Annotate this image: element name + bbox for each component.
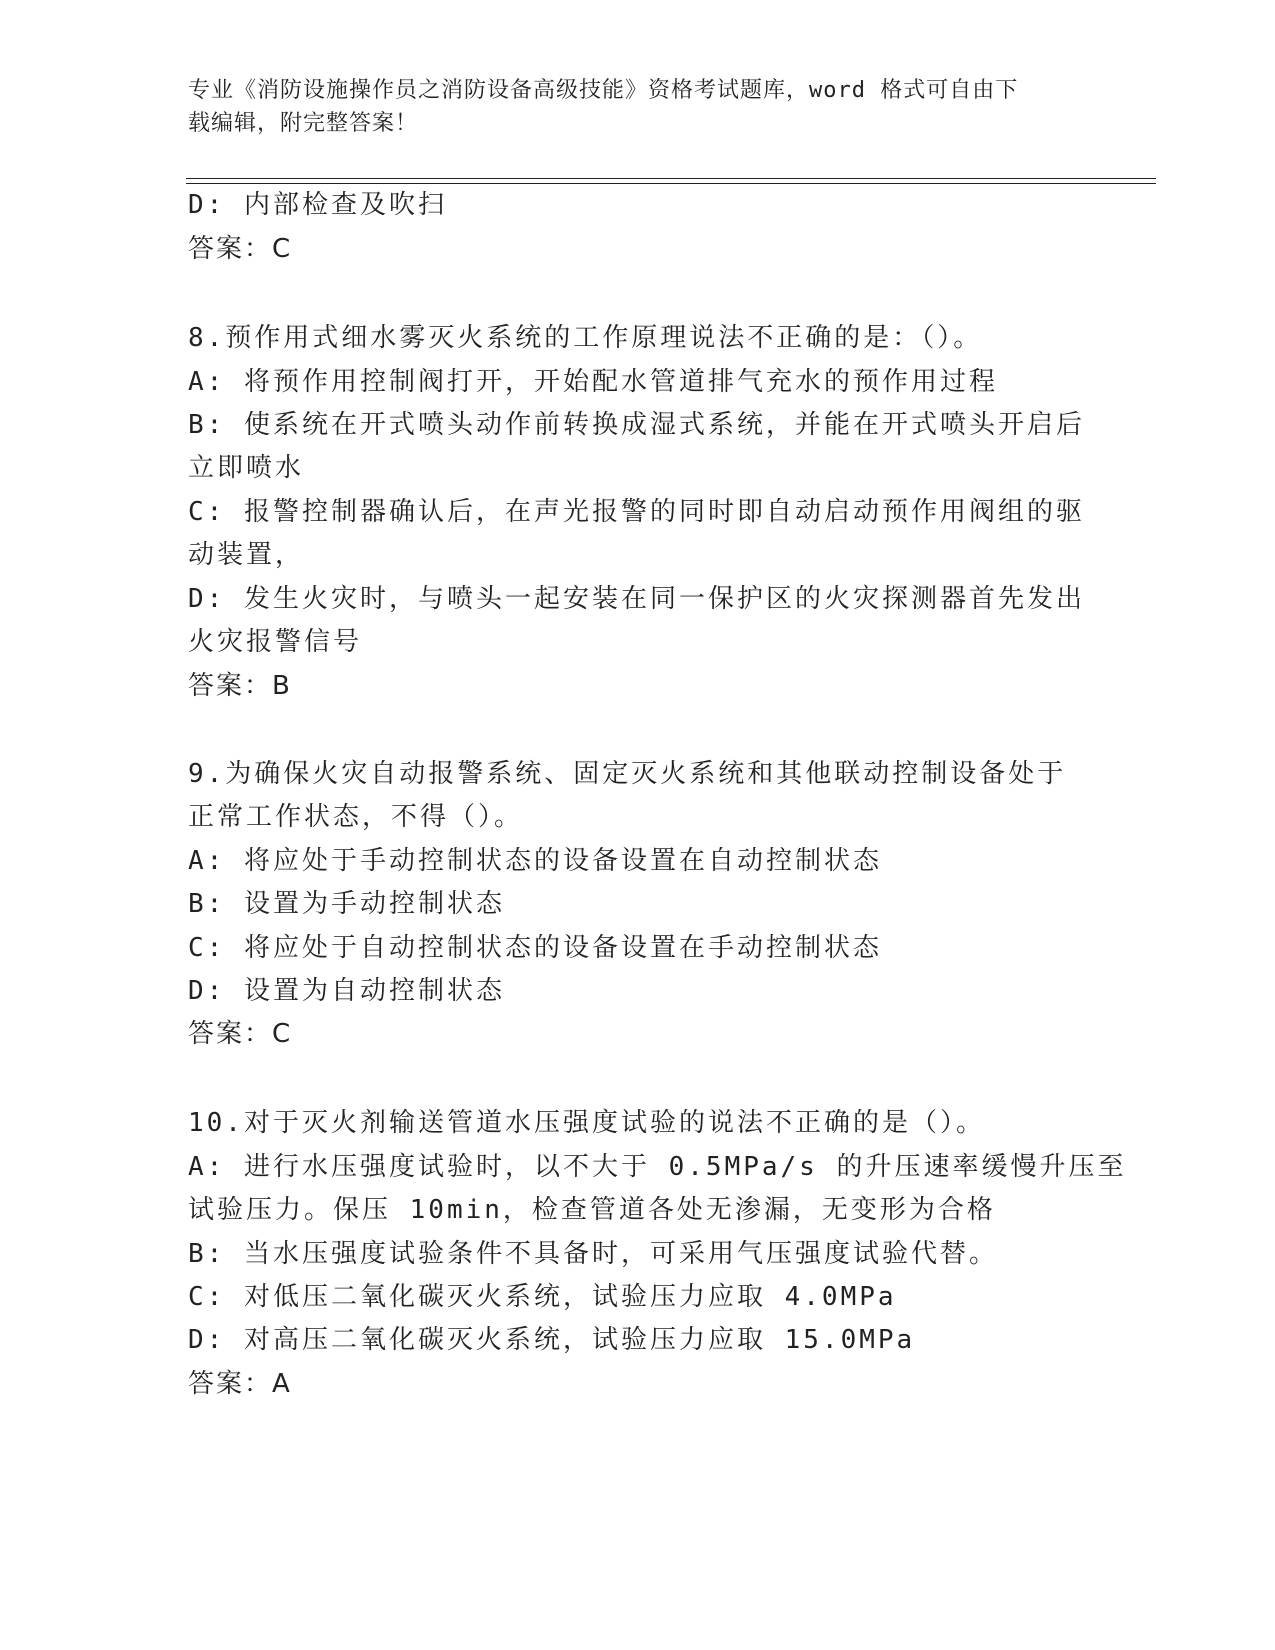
- q9-option-b: B: 设置为手动控制状态: [188, 889, 505, 919]
- q8-option-b-line1: B: 使系统在开式喷头动作前转换成湿式系统，并能在开式喷头开启后: [188, 410, 1085, 440]
- q10-option-a-line1: A: 进行水压强度试验时，以不大于 0.5MPa/s 的升压速率缓慢升压至: [188, 1152, 1127, 1182]
- q10-option-a-line2: 试验压力。保压 10min，检查管道各处无渗漏，无变形为合格: [188, 1195, 996, 1225]
- q10-answer: 答案：A: [188, 1369, 292, 1399]
- q10-stem: 10.对于灭火剂输送管道水压强度试验的说法不正确的是（）。: [188, 1108, 985, 1138]
- header-divider-top: [186, 178, 1156, 179]
- q10-option-d: D: 对高压二氧化碳灭火系统，试验压力应取 15.0MPa: [188, 1325, 916, 1355]
- q9-answer: 答案：C: [188, 1019, 293, 1049]
- q8-option-d-line1: D: 发生火灾时，与喷头一起安装在同一保护区的火灾探测器首先发出: [188, 584, 1085, 614]
- q8-option-d-line2: 火灾报警信号: [188, 627, 363, 657]
- q9-option-c: C: 将应处于自动控制状态的设备设置在手动控制状态: [188, 933, 882, 963]
- q9-option-d: D: 设置为自动控制状态: [188, 976, 505, 1006]
- q8-option-c-line1: C: 报警控制器确认后，在声光报警的同时即自动启动预作用阀组的驱: [188, 497, 1085, 527]
- q10-option-c: C: 对低压二氧化碳灭火系统，试验压力应取 4.0MPa: [188, 1282, 897, 1312]
- q8-stem: 8.预作用式细水雾灭火系统的工作原理说法不正确的是：（）。: [188, 323, 983, 353]
- header-line-2: 载编辑，附完整答案！: [188, 111, 419, 136]
- q10-option-b: B: 当水压强度试验条件不具备时，可采用气压强度试验代替。: [188, 1239, 998, 1269]
- q9-stem-line1: 9.为确保火灾自动报警系统、固定灭火系统和其他联动控制设备处于: [188, 759, 1067, 789]
- q8-option-a: A: 将预作用控制阀打开，开始配水管道排气充水的预作用过程: [188, 367, 998, 397]
- q9-option-a: A: 将应处于手动控制状态的设备设置在自动控制状态: [188, 846, 882, 876]
- q8-option-c-line2: 动装置，: [188, 540, 305, 570]
- prev-option-d: D: 内部检查及吹扫: [188, 190, 447, 220]
- q9-stem-line2: 正常工作状态，不得（）。: [188, 802, 524, 832]
- page-header: [188, 74, 1088, 140]
- q8-option-b-line2: 立即喷水: [188, 453, 305, 483]
- prev-answer: 答案：C: [188, 234, 293, 264]
- header-divider-bottom: [186, 183, 1156, 184]
- q8-answer: 答案：B: [188, 671, 292, 701]
- header-line-1: 专业《消防设施操作员之消防设备高级技能》资格考试题库，word 格式可自由下: [188, 78, 1019, 103]
